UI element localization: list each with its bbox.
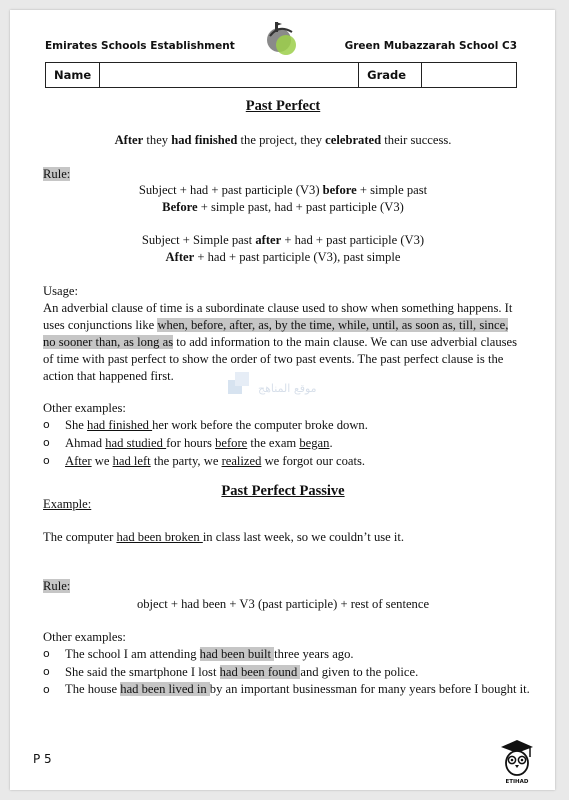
worksheet-page xyxy=(10,10,555,790)
section-title-past-perfect: Past Perfect xyxy=(245,98,321,114)
rule-before-1: Subject + had + past participle (V3) before + simple past xyxy=(138,183,428,197)
list-item: o After we had left the party, we realized we forgot our coats. xyxy=(43,452,533,470)
rule-after-2: After + had + past participle (V3), past simple xyxy=(165,250,401,264)
list-item: o The school I am attending had been built three years ago. xyxy=(43,645,533,663)
owl-logo-text: ETIHAD xyxy=(505,779,529,785)
past-perfect-examples xyxy=(43,416,533,470)
passive-other-examples-label: Other examples: xyxy=(43,630,126,644)
other-examples-label: Other examples: xyxy=(43,401,126,415)
example-label: Example: xyxy=(43,497,92,511)
example-sentence: After they had finished the project, they celebrated their success. xyxy=(114,133,452,147)
list-item: o She had finished her work before the computer broke down. xyxy=(43,416,533,434)
usage-label: Usage: xyxy=(43,284,78,298)
passive-rule-label: Rule: xyxy=(43,579,71,593)
passive-rule: object + had been + V3 (past participle) + rest of sentence xyxy=(136,597,430,611)
owl-logo-icon xyxy=(497,737,537,785)
list-item: o She said the smartphone I lost had been found and given to the police. xyxy=(43,663,533,681)
grade-field[interactable] xyxy=(422,63,517,88)
watermark-text: موقع المناهج xyxy=(258,382,317,395)
name-label: Name xyxy=(46,63,100,88)
page-number: P 5 xyxy=(33,752,52,766)
passive-example-sentence: The computer had been broken in class last week, so we couldn’t use it. xyxy=(43,530,405,544)
passive-examples xyxy=(43,645,533,698)
section-title-past-perfect-passive: Past Perfect Passive xyxy=(221,483,345,499)
name-field[interactable] xyxy=(100,63,359,88)
school-name: Green Mubazzarah School C3 xyxy=(344,40,517,52)
school-logo-icon xyxy=(262,18,300,58)
rule-before-2: Before + simple past, had + past participle (V3) xyxy=(162,200,404,214)
list-item: o The house had been lived in by an important businessman for many years before I bought it. xyxy=(43,681,533,698)
list-item: o Ahmad had studied for hours before the exam began. xyxy=(43,434,533,452)
name-grade-table xyxy=(45,62,517,88)
rule-label: Rule: xyxy=(43,167,71,181)
rule-after-1: Subject + Simple past after + had + past participle (V3) xyxy=(141,233,425,247)
grade-label: Grade xyxy=(359,63,422,88)
usage-paragraph: An adverbial clause of time is a subordinate clause used to show when something happens. It uses conjunctions like when, before, after, as, by the time, while, until, as soon as, till, since, no sooner than, as long as to add information to the main clause. We can use adverbial clauses of time with past perfect to show the order of two past events. The past perfect clause is the action that happened first. xyxy=(43,301,518,383)
school-establishment: Emirates Schools Establishment xyxy=(45,40,235,52)
